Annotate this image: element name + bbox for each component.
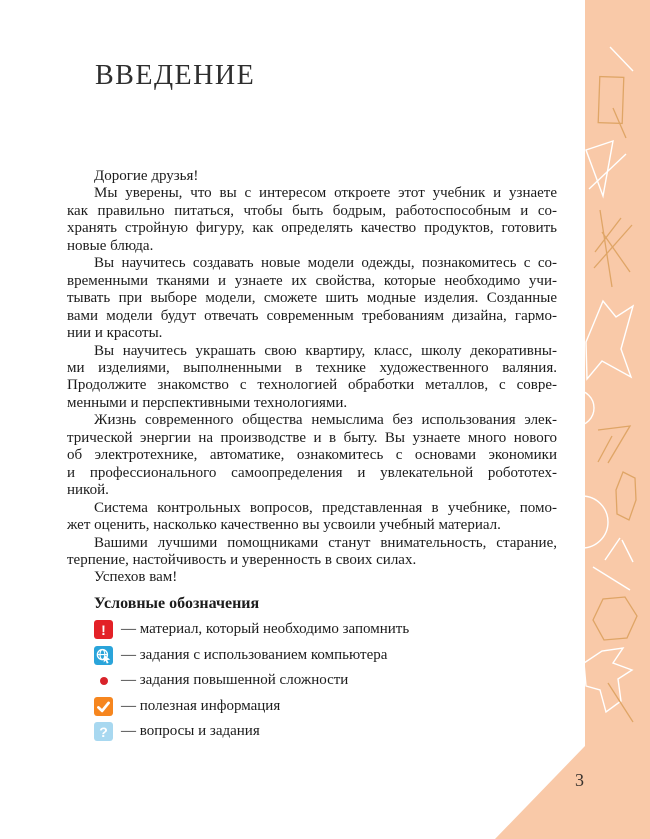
legend [94,594,564,745]
text-line: Система контрольных вопросов, представленная в учебнике, помо- [94,499,557,516]
text-line: тывать при выборе модели, сможете шить модные изделия. Созданные [67,290,557,307]
legend-row [94,719,564,745]
legend-label: — задания повышенной сложности [121,672,349,689]
text-line: временными тканями и узнаете их свойства, которые необходимо учи- [67,272,557,289]
legend-row [94,643,564,669]
exclamation-icon: ! [94,620,113,639]
text-line: Вы научитесь украшать свою квартиру, класс, школу декоративны- [94,342,557,359]
text-line: Мы уверены, что вы с интересом откроете этот учебник и узнаете [94,185,557,202]
legend-items [94,617,564,745]
legend-row [94,668,564,694]
legend-row [94,617,564,643]
check-icon [94,697,113,716]
text-line: Успехов вам! [94,569,178,586]
text-line: Дорогие друзья! [94,168,199,184]
legend-label: — материал, который необходимо запомнить [121,621,410,638]
text-line: об электротехнике, автоматике, ознакомитесь с основами экономики [67,447,557,464]
legend-label: — задания с использованием компьютера [121,646,388,663]
computer-globe-icon [94,646,113,665]
text-line: новые блюда. [67,237,154,254]
difficulty-dot-icon [94,671,113,690]
text-line: как правильно питаться, чтобы быть бодрым, работоспособным и со- [67,202,557,219]
text-line: и профессионального самоопределения и увлекательной робототех- [67,464,557,481]
text-line: жет оценить, насколько качественно вы усвоили учебный материал. [67,517,501,534]
legend-label: — вопросы и задания [121,723,260,740]
intro-text [67,168,557,587]
text-line: нии и красоты. [67,325,163,342]
text-line: хранять стройную фигуру, как определять качество продуктов, готовить [67,220,557,237]
text-line: Вы научитесь создавать новые модели одежды, познакомитесь с со- [94,255,557,272]
text-line: вами модели будут отвечать современным требованиям дизайна, гармо- [67,307,557,324]
text-line: терпение, настойчивость и уверенность в своих силах. [67,551,417,568]
text-line: никой. [67,482,109,499]
page-title: ВВЕДЕНИЕ [95,60,256,91]
text-line: менными и перспективными технологиями. [67,394,348,411]
page-number: 3 [575,770,584,790]
legend-heading: Условные обозначения [94,595,260,612]
text-line: Жизнь современного общества немыслима без использования элек- [94,412,557,429]
legend-row [94,694,564,720]
legend-label: — полезная информация [121,697,281,714]
question-icon: ? [94,722,113,741]
text-line: Вашими лучшими помощниками станут внимательность, старание, [94,534,557,551]
text-line: ми изделиями, выполненными в технике художественного валяния. [67,359,557,376]
text-line: Продолжите знакомство с технологией обработки металлов, с совре- [67,377,557,394]
text-line: трической энергии на производстве и в быту. Вы узнаете много нового [67,429,557,446]
